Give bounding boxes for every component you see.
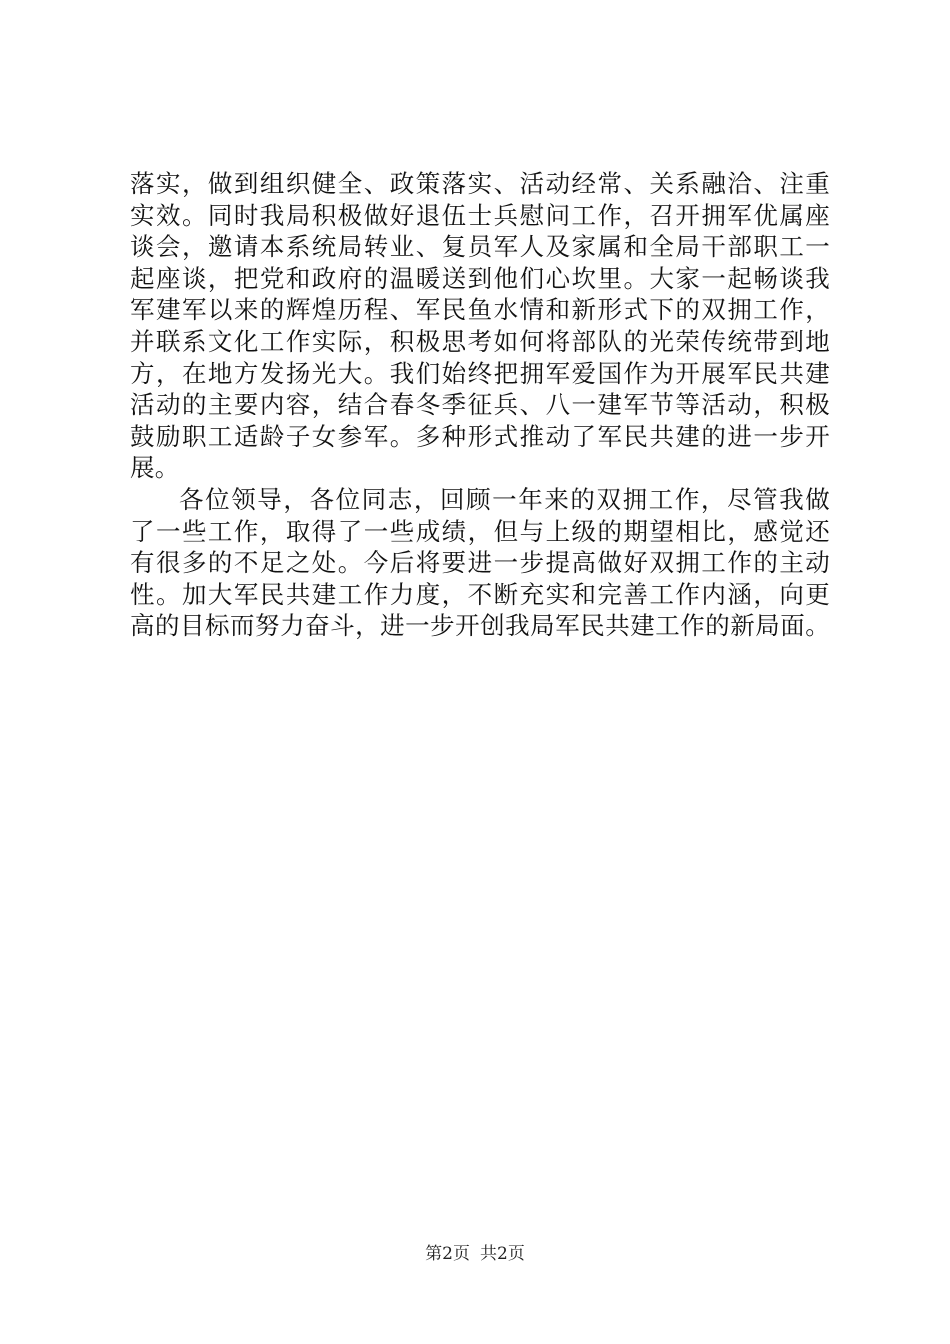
paragraph-2-line-2: 了一些工作，取得了一些成绩，但与上级的期望相比，感觉还 — [130, 516, 830, 546]
paragraph-1-line-2: 实效。同时我局积极做好退伍士兵慰问工作，召开拥军优属座 — [130, 200, 830, 230]
paragraph-1-line-3: 谈会，邀请本系统局转业、复员军人及家属和全局干部职工一 — [130, 232, 830, 262]
paragraph-2-line-5: 高的目标而努力奋斗，进一步开创我局军民共建工作的新局面。 — [130, 611, 830, 641]
paragraph-1-line-1: 落实，做到组织健全、政策落实、活动经常、关系融洽、注重 — [130, 169, 830, 198]
paragraph-1 — [130, 168, 830, 484]
paragraph-2-line-1: 各位领导，各位同志，回顾一年来的双拥工作，尽管我做 — [179, 484, 830, 514]
paragraph-1-line-7: 方，在地方发扬光大。我们始终把拥军爱国作为开展军民共建 — [130, 358, 830, 388]
paragraph-1-line-4: 起座谈，把党和政府的温暖送到他们心坎里。大家一起畅谈我 — [130, 263, 830, 293]
page-footer — [0, 1243, 950, 1265]
page-number: 第2页 — [425, 1244, 470, 1264]
paragraph-1-line-5: 军建军以来的辉煌历程、军民鱼水情和新形式下的双拥工作， — [130, 295, 830, 325]
paragraph-1-line-8: 活动的主要内容，结合春冬季征兵、八一建军节等活动，积极 — [130, 390, 830, 420]
paragraph-2 — [130, 484, 830, 642]
total-pages: 共2页 — [480, 1244, 525, 1264]
paragraph-1-line-10: 展。 — [130, 453, 180, 483]
paragraph-1-line-6: 并联系文化工作实际，积极思考如何将部队的光荣传统带到地 — [130, 326, 830, 356]
paragraph-2-line-4: 性。加大军民共建工作力度，不断充实和完善工作内涵，向更 — [130, 579, 830, 609]
document-body — [130, 168, 830, 642]
paragraph-1-line-9: 鼓励职工适龄子女参军。多种形式推动了军民共建的进一步开 — [130, 421, 830, 451]
paragraph-2-line-3: 有很多的不足之处。今后将要进一步提高做好双拥工作的主动 — [130, 548, 830, 578]
